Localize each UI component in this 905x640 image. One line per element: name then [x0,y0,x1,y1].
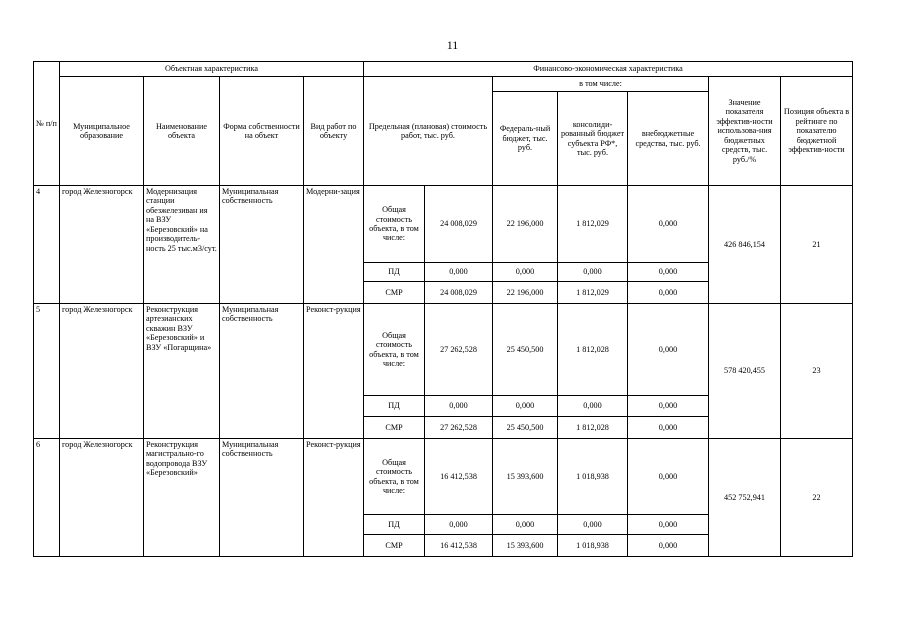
header-work-type: Вид работ по объекту [304,77,364,186]
row-pd-label: ПД [364,515,425,535]
row-efficiency: 426 846,154 [709,186,781,304]
row-offbudget: 0,000 [628,439,709,515]
header-rank: Позиция объекта в рейтинге по показателю бюджетной эффектив-ности [781,77,853,186]
row-pd-federal: 0,000 [493,263,558,282]
page-number: 11 [446,38,459,52]
row-object-name: Реконструкция артезианских скважин ВЗУ «Березовский» и ВЗУ «Погарщина» [144,304,220,439]
row-efficiency: 452 752,941 [709,439,781,557]
row-smr-federal: 25 450,500 [493,417,558,439]
header-row-1 [34,62,853,77]
row-total: 16 412,538 [425,439,493,515]
row-pd: 0,000 [425,515,493,535]
row-work-type: Реконст-рукция [304,304,364,439]
row-num: 6 [34,439,60,557]
row-smr: 24 008,029 [425,282,493,304]
row-smr-consolidated: 1 018,938 [558,535,628,557]
row-pd-consolidated: 0,000 [558,263,628,282]
row-federal: 25 450,500 [493,304,558,396]
header-municipality: Муниципальное образование [60,77,144,186]
row-rank: 21 [781,186,853,304]
table-row [34,304,853,396]
row-rank: 22 [781,439,853,557]
row-smr-label: СМР [364,282,425,304]
row-offbudget: 0,000 [628,186,709,263]
row-smr-federal: 15 393,600 [493,535,558,557]
header-finance-group: Финансово-экономическая характеристика [364,62,853,77]
header-federal: Федераль-ный бюджет, тыс. руб. [493,92,558,186]
row-object-name: Модернизация станции обезжелезиван ия на ВЗУ «Березовский» на производитель-ность 25 тыс.м3/сут. [144,186,220,304]
row-efficiency: 578 420,455 [709,304,781,439]
row-num: 4 [34,186,60,304]
row-pd-consolidated: 0,000 [558,396,628,417]
header-object-group: Объектная характеристика [60,62,364,77]
row-pd: 0,000 [425,263,493,282]
row-smr: 27 262,528 [425,417,493,439]
row-consolidated: 1 812,029 [558,186,628,263]
row-pd-consolidated: 0,000 [558,515,628,535]
row-pd-offbudget: 0,000 [628,396,709,417]
row-smr-consolidated: 1 812,028 [558,417,628,439]
table-row [34,186,853,263]
row-rank: 23 [781,304,853,439]
row-ownership: Муниципальная собственность [220,186,304,304]
row-work-type: Модерни-зация [304,186,364,304]
financial-table [33,61,853,557]
header-offbudget: внебюджетные средства, тыс. руб. [628,92,709,186]
row-smr-federal: 22 196,000 [493,282,558,304]
row-smr-offbudget: 0,000 [628,417,709,439]
row-smr: 16 412,538 [425,535,493,557]
header-object-name: Наименование объекта [144,77,220,186]
row-offbudget: 0,000 [628,304,709,396]
row-ownership: Муниципальная собственность [220,304,304,439]
row-smr-consolidated: 1 812,029 [558,282,628,304]
row-smr-label: СМР [364,535,425,557]
row-pd-label: ПД [364,396,425,417]
row-consolidated: 1 018,938 [558,439,628,515]
row-object-name: Реконструкция магистрально-го водопровода ВЗУ «Березовский» [144,439,220,557]
header-num: № п/п [34,62,60,186]
header-efficiency: Значение показателя эффектив-ности использова-ния бюджетных средств, тыс. руб./% [709,77,781,186]
row-pd-offbudget: 0,000 [628,515,709,535]
header-row-2 [34,77,853,92]
header-ownership: Форма собственности на объект [220,77,304,186]
header-limit-cost: Предельная (плановая) стоимость работ, тыс. руб. [364,77,493,186]
row-smr-offbudget: 0,000 [628,535,709,557]
row-consolidated: 1 812,028 [558,304,628,396]
row-municipality: город Железногорск [60,439,144,557]
row-pd-federal: 0,000 [493,515,558,535]
row-federal: 22 196,000 [493,186,558,263]
row-total-label: Общая стоимость объекта, в том числе: [364,304,425,396]
row-municipality: город Железногорск [60,186,144,304]
header-including: в том числе: [493,77,709,92]
row-num: 5 [34,304,60,439]
row-pd: 0,000 [425,396,493,417]
row-total: 24 008,029 [425,186,493,263]
row-municipality: город Железногорск [60,304,144,439]
row-pd-label: ПД [364,263,425,282]
row-pd-federal: 0,000 [493,396,558,417]
row-pd-offbudget: 0,000 [628,263,709,282]
row-total-label: Общая стоимость объекта, в том числе: [364,439,425,515]
table-row [34,439,853,515]
header-consolidated: консолиди-рованный бюджет субъекта РФ*, тыс. руб. [558,92,628,186]
row-federal: 15 393,600 [493,439,558,515]
row-total: 27 262,528 [425,304,493,396]
row-total-label: Общая стоимость объекта, в том числе: [364,186,425,263]
row-smr-offbudget: 0,000 [628,282,709,304]
row-ownership: Муниципальная собственность [220,439,304,557]
row-smr-label: СМР [364,417,425,439]
row-work-type: Реконст-рукция [304,439,364,557]
